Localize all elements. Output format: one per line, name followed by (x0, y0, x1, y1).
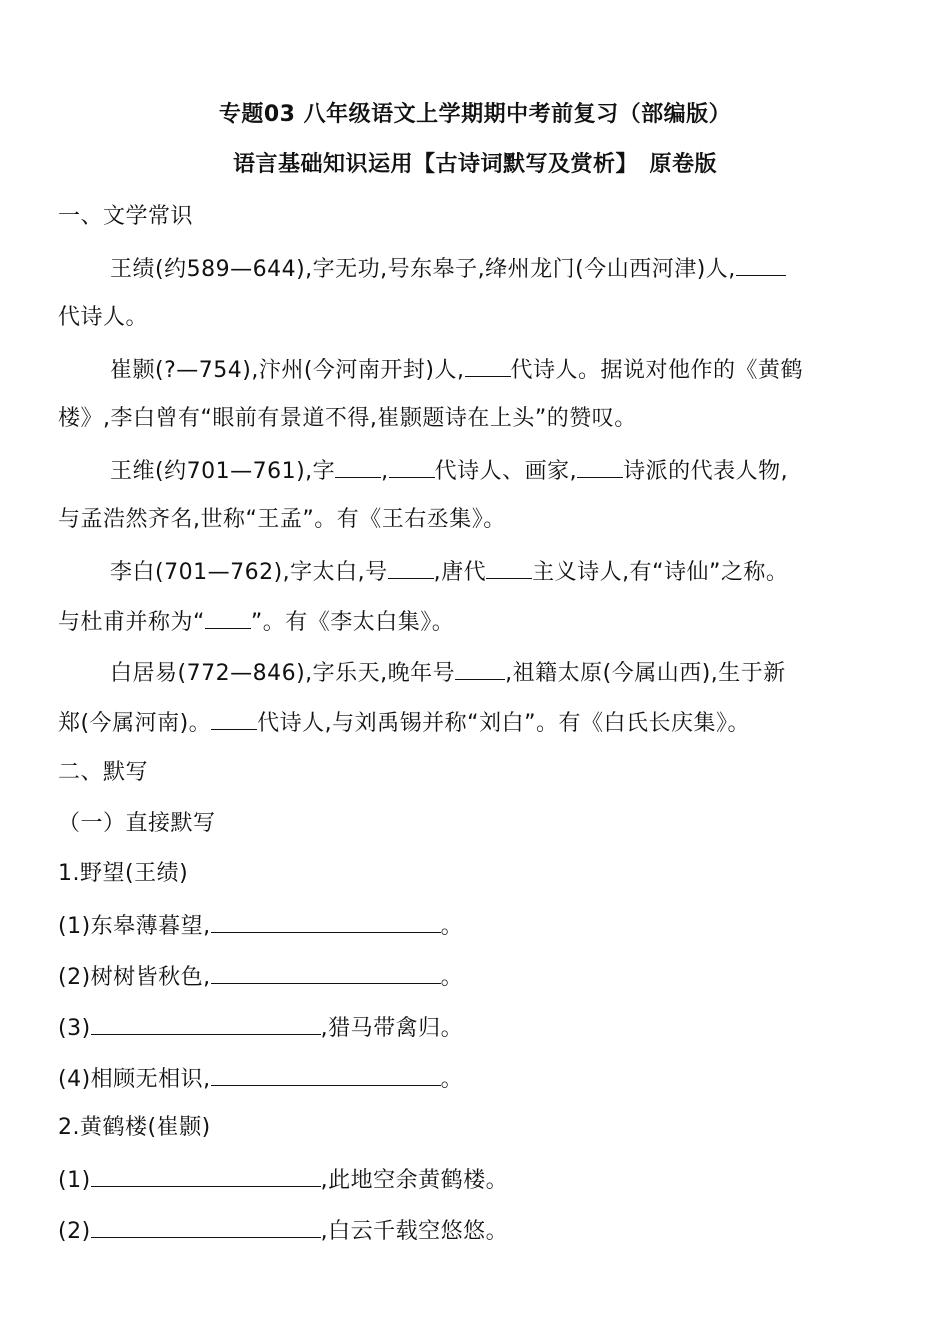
poem-line: (2) ,白云千载空悠悠。 (58, 1215, 508, 1247)
title-line-1: 专题03 八年级语文上学期期中考前复习（部编版） (218, 102, 732, 127)
title-line-2: 语言基础知识运用【古诗词默写及赏析】 原卷版 (232, 152, 717, 177)
fill-blank[interactable] (211, 707, 257, 730)
paragraph-cuihao-line2: 楼》,李白曾有“眼前有景道不得,崔颢题诗在上头”的赞叹。 (58, 406, 637, 431)
fill-blank[interactable] (335, 455, 381, 478)
paragraph-libai-line1: 李白(701—762),字太白,号 ,唐代 主义诗人,有“诗仙”之称。 (110, 556, 788, 588)
paragraph-wangwei-line1: 王维(约701—761),字 , 代诗人、画家, 诗派的代表人物, (110, 455, 788, 487)
answer-blank[interactable] (91, 1215, 321, 1238)
answer-blank[interactable] (91, 1164, 321, 1187)
fill-blank[interactable] (389, 455, 435, 478)
answer-blank[interactable] (211, 961, 441, 984)
paragraph-libai-line2: 与杜甫并称为“ ”。有《李太白集》。 (58, 606, 454, 638)
poem-line: (4)相顾无相识, 。 (58, 1063, 463, 1095)
paragraph-wangwei-line2: 与孟浩然齐名,世称“王孟”。有《王右丞集》。 (58, 507, 506, 532)
fill-blank[interactable] (455, 657, 505, 680)
fill-blank[interactable] (465, 354, 511, 377)
answer-blank[interactable] (211, 1063, 441, 1086)
section-heading-dictation: 二、默写 (58, 760, 149, 785)
poem-title-yewang: 1.野望(王绩) (58, 861, 189, 886)
poem-line: (1)东皋薄暮望, 。 (58, 910, 463, 942)
sub-heading-direct-dictation: （一）直接默写 (58, 811, 216, 836)
fill-blank[interactable] (486, 556, 532, 579)
fill-blank[interactable] (577, 455, 623, 478)
poem-line: (3) ,猎马带禽归。 (58, 1012, 463, 1044)
paragraph-cuihao-line1: 崔颢(?—754),汴州(今河南开封)人, 代诗人。据说对他作的《黄鹤 (110, 354, 803, 386)
fill-blank[interactable] (388, 556, 434, 579)
poem-line: (1) ,此地空余黄鹤楼。 (58, 1164, 508, 1196)
fill-blank[interactable] (205, 606, 251, 629)
poem-title-huanghelou: 2.黄鹤楼(崔颢) (58, 1115, 211, 1140)
fill-blank[interactable] (736, 253, 786, 276)
paragraph-wangji-line2: 代诗人。 (58, 305, 149, 330)
paragraph-baijuyi-line1: 白居易(772—846),字乐天,晚年号 ,祖籍太原(今属山西),生于新 (110, 657, 786, 689)
section-heading-literature: 一、文学常识 (58, 204, 194, 229)
paragraph-baijuyi-line2: 郑(今属河南)。 代诗人,与刘禹锡并称“刘白”。有《白氏长庆集》。 (58, 707, 750, 739)
answer-blank[interactable] (211, 910, 441, 933)
paragraph-wangji-line1: 王绩(约589—644),字无功,号东皋子,绛州龙门(今山西河津)人, (110, 253, 786, 285)
poem-line: (2)树树皆秋色, 。 (58, 961, 463, 993)
answer-blank[interactable] (91, 1012, 321, 1035)
